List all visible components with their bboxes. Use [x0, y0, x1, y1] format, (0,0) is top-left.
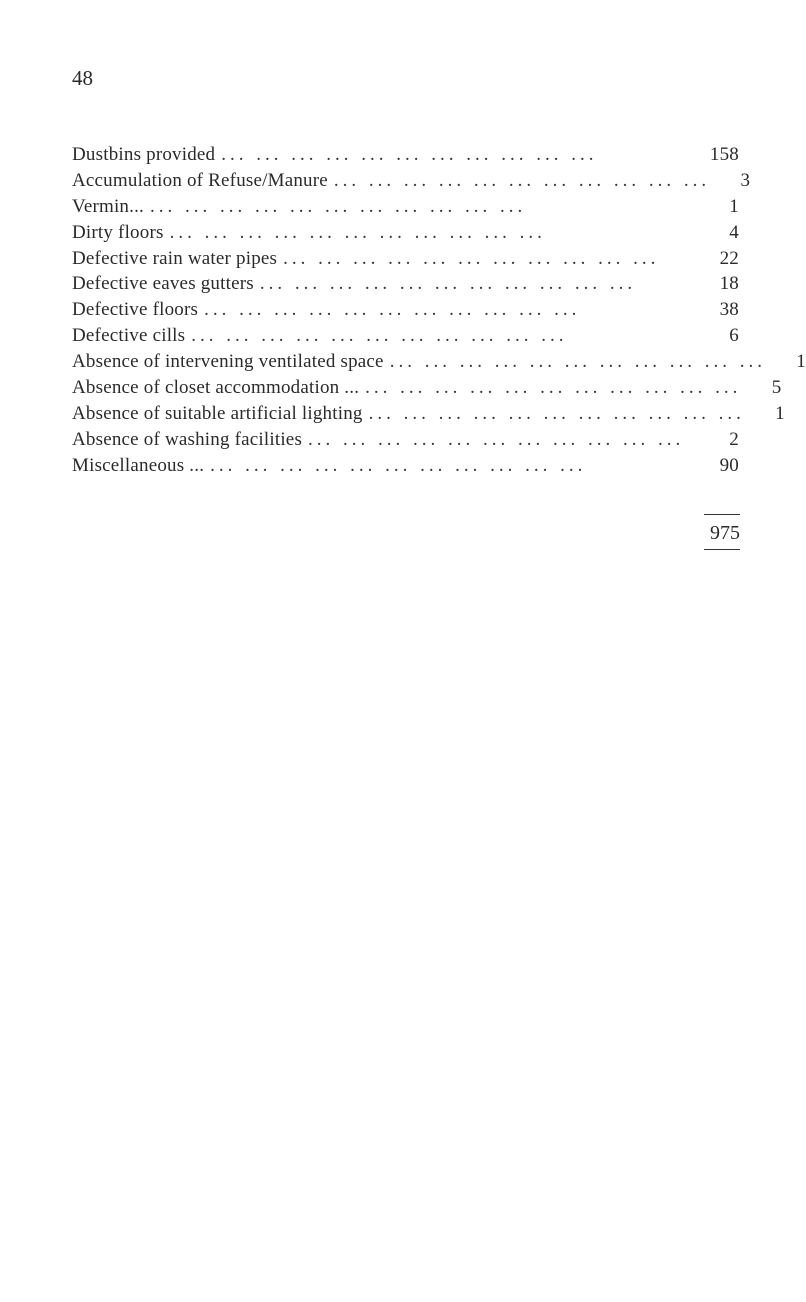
row-label: Defective floors — [72, 299, 199, 321]
row-value: 1 — [796, 351, 806, 373]
table-row — [72, 169, 751, 196]
leader-dots: ... ... ... ... ... ... ... ... ... ... ... — [210, 454, 587, 476]
row-value: 4 — [729, 221, 739, 243]
leader-dots: ... ... ... ... ... ... ... ... ... ... ... — [283, 247, 660, 269]
row-value: 38 — [719, 299, 739, 321]
table-row — [72, 377, 782, 403]
row-value: 158 — [709, 144, 739, 165]
row-label: Absence of closet accommodation ... — [72, 377, 360, 399]
table-row — [72, 351, 806, 377]
row-label: Absence of washing facilities — [72, 428, 303, 450]
table-row — [72, 273, 739, 299]
row-value: 6 — [729, 325, 739, 347]
table-row — [72, 429, 739, 455]
table-row — [72, 325, 739, 351]
leader-dots: ... ... ... ... ... ... ... ... ... ... ... — [389, 351, 766, 373]
total-block — [700, 514, 740, 550]
row-value: 1 — [775, 402, 785, 424]
row-value: 1 — [729, 195, 739, 217]
total-rule-bottom — [704, 549, 740, 550]
leader-dots: ... ... ... ... ... ... ... ... ... ... ... — [204, 299, 581, 321]
leader-dots: ... ... ... ... ... ... ... ... ... ... ... — [368, 402, 745, 424]
row-value: 22 — [719, 247, 739, 269]
row-label: Vermin... — [72, 195, 144, 217]
leader-dots: ... ... ... ... ... ... ... ... ... ... ... — [365, 377, 742, 399]
table-row — [72, 402, 785, 429]
table-row — [72, 222, 739, 248]
row-value: 5 — [771, 377, 782, 399]
leader-dots: ... ... ... ... ... ... ... ... ... ... ... — [333, 169, 711, 191]
row-value: 3 — [740, 169, 751, 191]
leader-dots: ... ... ... ... ... ... ... ... ... ... ... — [259, 273, 637, 295]
table-row — [72, 299, 739, 325]
leader-dots: ... ... ... ... ... ... ... ... ... ... ... — [169, 221, 546, 243]
leader-dots: ... ... ... ... ... ... ... ... ... ... ... — [221, 144, 598, 165]
page-number: 48 — [72, 66, 93, 90]
total-value: 975 — [710, 522, 740, 544]
table-row — [72, 196, 739, 222]
row-label: Dustbins provided — [72, 144, 216, 165]
row-label: Accumulation of Refuse/Manure — [72, 169, 328, 191]
row-label: Defective rain water pipes — [72, 247, 278, 269]
row-value: 2 — [729, 428, 739, 450]
defects-table — [72, 144, 806, 481]
row-label: Absence of intervening ventilated space — [72, 351, 384, 373]
table-row — [72, 144, 739, 170]
leader-dots: ... ... ... ... ... ... ... ... ... ... ... — [149, 195, 527, 217]
leader-dots: ... ... ... ... ... ... ... ... ... ... ... — [308, 428, 685, 450]
leader-dots: ... ... ... ... ... ... ... ... ... ... ... — [191, 325, 568, 347]
row-label: Miscellaneous ... — [72, 454, 205, 476]
row-label: Dirty floors — [72, 221, 164, 243]
row-value: 18 — [719, 273, 739, 295]
row-label: Defective eaves gutters — [72, 273, 254, 295]
row-value: 90 — [719, 454, 739, 476]
table-row — [72, 455, 739, 481]
table-row — [72, 248, 739, 274]
row-label: Defective cills — [72, 325, 186, 347]
row-label: Absence of suitable artificial lighting — [72, 402, 363, 424]
